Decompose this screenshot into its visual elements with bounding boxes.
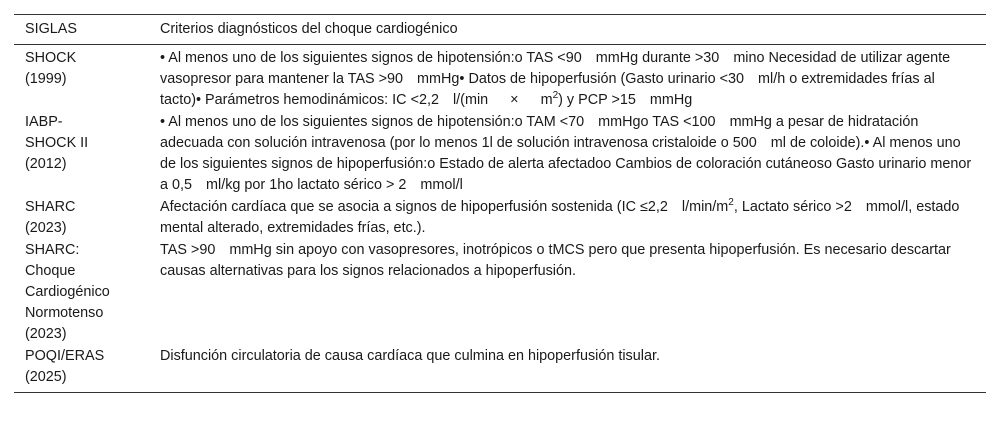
criteria-text: ml/h o extremidades frías al tacto)• Parámetros hemodinámicos: IC <2,2 xyxy=(160,71,935,108)
header-criterios: Criterios diagnósticos del choque cardiogénico xyxy=(160,21,458,37)
sigla-line: (2025) xyxy=(25,369,67,385)
sigla-line: Choque xyxy=(25,263,76,279)
sigla-line: IABP- xyxy=(25,114,63,130)
sigla-line: SHOCK II xyxy=(25,135,89,151)
criteria-text: mmHg sin apoyo con vasopresores, inotrópicos o tMCS pero que presenta hipoperfusión. Es necesario descartar causas alternativas para los signos relacionados a hipoperfusión. xyxy=(160,242,951,279)
criteria-text: mmHgo TAS <100 xyxy=(598,114,716,130)
table-row xyxy=(14,196,986,239)
criteria-text: ml/kg por 1ho lactato sérico > 2 xyxy=(206,177,407,193)
table-row xyxy=(14,111,986,196)
times-symbol: × xyxy=(510,92,519,108)
sigla-line: (2023) xyxy=(25,220,67,236)
sigla-line: SHOCK xyxy=(25,50,77,66)
criteria-cell xyxy=(149,196,986,239)
criteria-text: • Al menos uno de los siguientes signos de hipotensión:o TAS <90 xyxy=(160,50,582,66)
sigla-line: (1999) xyxy=(25,71,67,87)
criteria-cell xyxy=(149,45,986,112)
criteria-cell xyxy=(149,239,986,345)
superscript: 2 xyxy=(552,90,559,101)
sigla-line: (2023) xyxy=(25,326,67,342)
criteria-text: mmHg• Datos de hipoperfusión (Gasto urinario <30 xyxy=(417,71,745,87)
criteria-text: mmHg xyxy=(649,92,693,108)
sigla-line: Normotenso xyxy=(25,305,104,321)
header-row xyxy=(14,15,986,45)
sigla-cell xyxy=(14,45,149,112)
criteria-text: TAS >90 xyxy=(160,242,216,258)
criteria-text: mmol/l, estado mental alterado, extremidades frías, etc.). xyxy=(160,199,960,236)
table-row xyxy=(14,45,986,112)
criteria-text: mino Necesidad de utilizar agente vasopresor para mantener la TAS >90 xyxy=(160,50,951,87)
criteria-text: mmol/l xyxy=(420,177,463,193)
criteria-text: l/min/m xyxy=(681,199,729,215)
criteria-text: • Al menos uno de los siguientes signos de hipotensión:o TAM <70 xyxy=(160,114,585,130)
criteria-text: , Lactato sérico >2 xyxy=(733,199,852,215)
criteria-text: mmHg durante >30 xyxy=(595,50,720,66)
criteria-text: mmHg a pesar de hidratación adecuada con solución intravenosa (por lo menos 1l de solución intravenosa cristaloide o 500 xyxy=(160,114,919,151)
criteria-text: ml de coloide).• Al menos uno de los siguientes signos de hipoperfusión:o Estado de alerta afectadoo Cambios de coloración cutáneoso Gasto urinario menor a 0,5 xyxy=(160,135,972,193)
criteria-cell xyxy=(149,111,986,196)
criteria-text: Afectación cardíaca que se asocia a signos de hipoperfusión sostenida (IC ≤2,2 xyxy=(160,199,668,215)
sigla-line: SHARC xyxy=(25,199,76,215)
criteria-text: m xyxy=(540,92,553,108)
criteria-text: Disfunción circulatoria de causa cardíaca que culmina en hipoperfusión tisular. xyxy=(160,348,660,364)
criteria-cell xyxy=(149,345,986,393)
sigla-cell xyxy=(14,345,149,393)
table-header xyxy=(14,15,986,45)
criteria-text: l/(min xyxy=(452,92,489,108)
table-container xyxy=(14,14,986,393)
criteria-table xyxy=(14,14,986,393)
table-body xyxy=(14,45,986,393)
sigla-line: (2012) xyxy=(25,156,67,172)
table-row xyxy=(14,239,986,345)
sigla-cell xyxy=(14,196,149,239)
sigla-line: SHARC: xyxy=(25,242,80,258)
header-siglas: SIGLAS xyxy=(25,21,77,37)
sigla-line: POQI/ERAS xyxy=(25,348,105,364)
sigla-line: Cardiogénico xyxy=(25,284,110,300)
sigla-cell xyxy=(14,239,149,345)
criteria-text: ) y PCP >15 xyxy=(558,92,636,108)
table-row xyxy=(14,345,986,393)
sigla-cell xyxy=(14,111,149,196)
superscript: 2 xyxy=(728,197,734,208)
